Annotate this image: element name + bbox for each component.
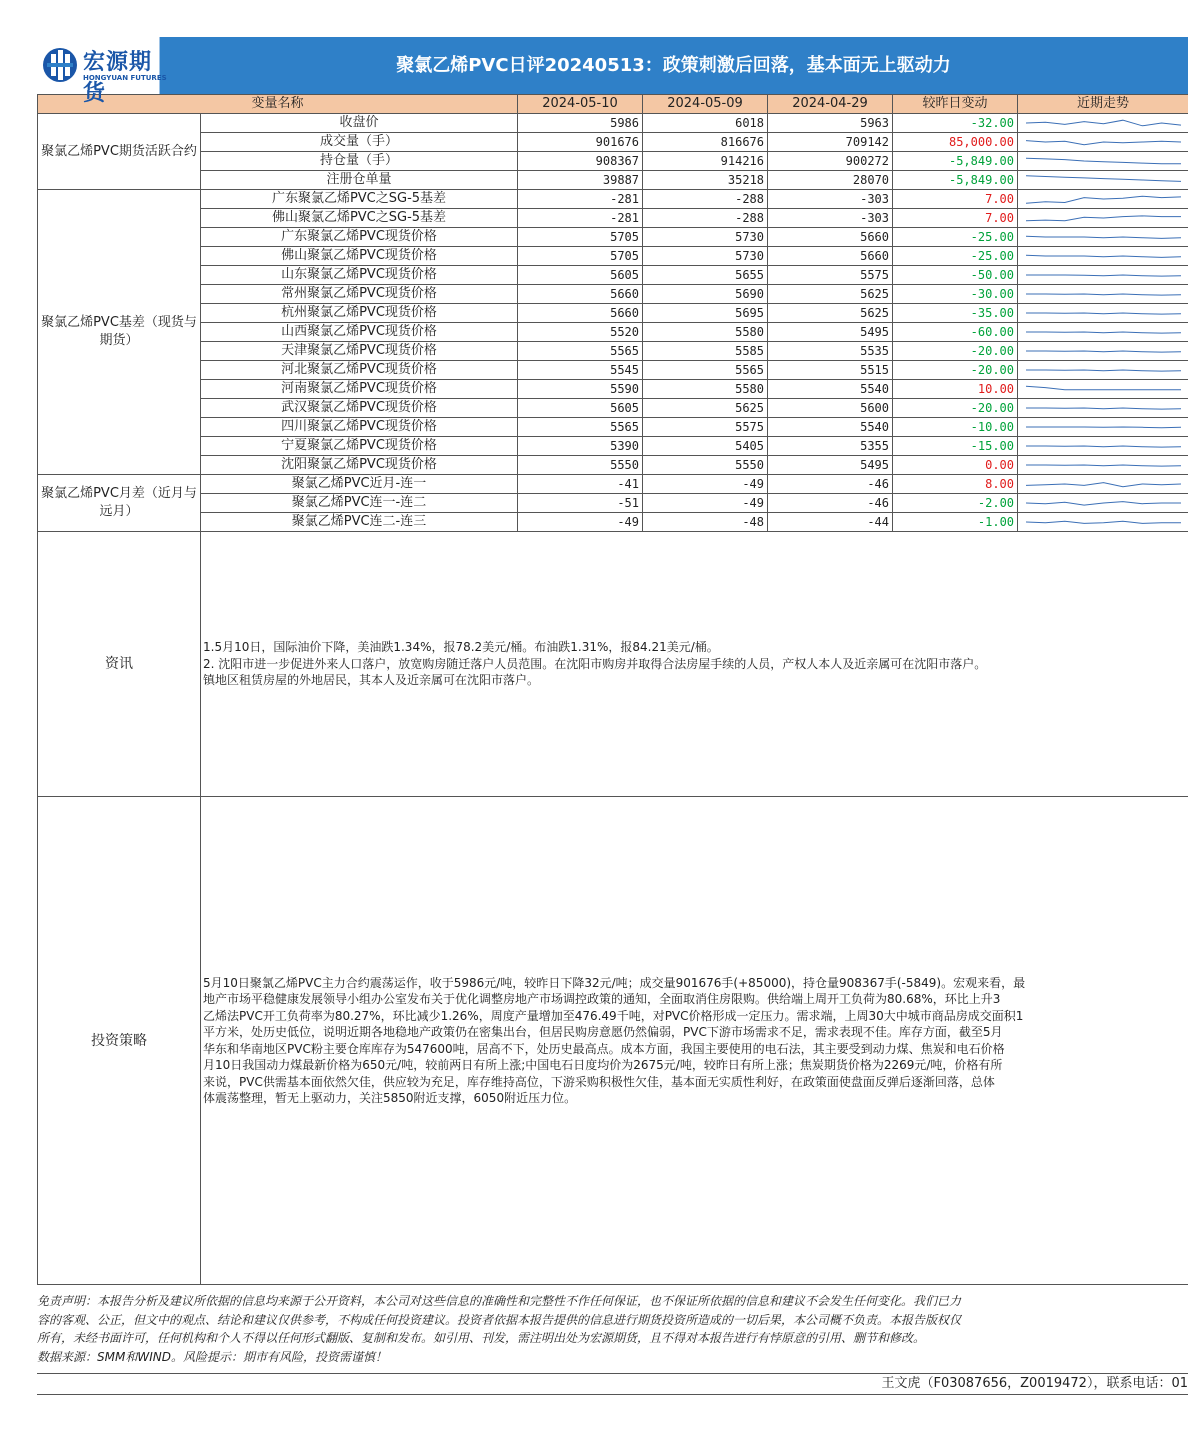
- change-cell: -25.00: [893, 228, 1018, 247]
- value-cell: 901676: [518, 133, 643, 152]
- strategy-content: [201, 797, 1188, 1285]
- sparkline-path: [1026, 502, 1181, 506]
- value-cell: 5540: [768, 418, 893, 437]
- trend-sparkline: [1018, 228, 1188, 247]
- value-cell: 5625: [643, 399, 768, 418]
- value-cell: 5390: [518, 437, 643, 456]
- table-row: [38, 266, 1188, 285]
- value-cell: 5690: [643, 285, 768, 304]
- value-cell: -41: [518, 475, 643, 494]
- change-cell: -50.00: [893, 266, 1018, 285]
- variable-name: 河南聚氯乙烯PVC现货价格: [201, 380, 518, 399]
- trend-sparkline: [1018, 380, 1188, 399]
- trend-sparkline: [1018, 456, 1188, 475]
- trend-sparkline: [1018, 304, 1188, 323]
- change-cell: -1.00: [893, 513, 1018, 532]
- news-line: 2. 沈阳市进一步促进外来人口落户，放宽购房随迁落户人员范围。在沈阳市购房并取得合法房屋手续的人员，产权人本人及近亲属可在沈阳市落户。: [203, 656, 987, 671]
- trend-sparkline: [1018, 494, 1188, 513]
- company-logo: [37, 37, 167, 106]
- table-row: [38, 323, 1188, 342]
- variable-name: 收盘价: [201, 114, 518, 133]
- value-cell: 5730: [643, 228, 768, 247]
- news-line: 镇地区租赁房屋的外地居民，其本人及近亲属可在沈阳市落户。: [203, 673, 540, 688]
- change-cell: -5,849.00: [893, 171, 1018, 190]
- sparkline-chart: [1018, 190, 1188, 208]
- news-line: 1.5月10日，国际油价下降，美油跌1.34%，报78.2美元/桶。布油跌1.31%，报84.21美元/桶。: [203, 640, 719, 655]
- value-cell: 5575: [643, 418, 768, 437]
- value-cell: 5660: [518, 285, 643, 304]
- value-cell: -303: [768, 190, 893, 209]
- value-cell: 5495: [768, 456, 893, 475]
- variable-name: 杭州聚氯乙烯PVC现货价格: [201, 304, 518, 323]
- value-cell: 5580: [643, 323, 768, 342]
- value-cell: 5705: [518, 228, 643, 247]
- value-cell: -281: [518, 209, 643, 228]
- sparkline-path: [1026, 386, 1181, 390]
- table-row: [38, 190, 1188, 209]
- sparkline-chart: [1018, 209, 1188, 227]
- sparkline-chart: [1018, 380, 1188, 398]
- sparkline-chart: [1018, 361, 1188, 379]
- sparkline-chart: [1018, 399, 1188, 417]
- strategy-row: [38, 797, 1188, 1285]
- sparkline-chart: [1018, 494, 1188, 512]
- value-cell: 5660: [768, 247, 893, 266]
- sparkline-path: [1026, 236, 1181, 238]
- variable-name: 广东聚氯乙烯PVC之SG-5基差: [201, 190, 518, 209]
- change-cell: -15.00: [893, 437, 1018, 456]
- sparkline-path: [1026, 158, 1181, 164]
- change-cell: 7.00: [893, 209, 1018, 228]
- sparkline-path: [1026, 255, 1181, 257]
- value-cell: 5520: [518, 323, 643, 342]
- trend-sparkline: [1018, 475, 1188, 494]
- header-change: 较昨日变动: [893, 95, 1018, 114]
- trend-sparkline: [1018, 247, 1188, 266]
- change-cell: -10.00: [893, 418, 1018, 437]
- row-category: 聚氯乙烯PVC月差（近月与远月）: [38, 475, 201, 532]
- value-cell: 6018: [643, 114, 768, 133]
- table-row: [38, 513, 1188, 532]
- sparkline-chart: [1018, 133, 1188, 151]
- change-cell: 7.00: [893, 190, 1018, 209]
- value-cell: 5550: [518, 456, 643, 475]
- table-row: [38, 152, 1188, 171]
- value-cell: 5575: [768, 266, 893, 285]
- strategy-line: 体震荡整理，暂无上驱动力，关注5850附近支撑，6050附近压力位。: [203, 1091, 577, 1105]
- table-row: [38, 209, 1188, 228]
- variable-name: 聚氯乙烯PVC连一-连二: [201, 494, 518, 513]
- value-cell: 5565: [518, 342, 643, 361]
- news-content: [201, 532, 1188, 797]
- value-cell: 5580: [643, 380, 768, 399]
- table-row: [38, 114, 1188, 133]
- value-cell: -46: [768, 494, 893, 513]
- value-cell: 5550: [643, 456, 768, 475]
- variable-name: 成交量（手）: [201, 133, 518, 152]
- variable-name: 注册仓单量: [201, 171, 518, 190]
- variable-name: 武汉聚氯乙烯PVC现货价格: [201, 399, 518, 418]
- value-cell: 5585: [643, 342, 768, 361]
- change-cell: -32.00: [893, 114, 1018, 133]
- table-header-row: [38, 95, 1188, 114]
- report-title: 聚氯乙烯PVC日评20240513：政策刺激后回落，基本面无上驱动力: [396, 55, 951, 76]
- variable-name: 持仓量（手）: [201, 152, 518, 171]
- sparkline-path: [1026, 465, 1181, 466]
- hongyuan-logo-icon: [41, 44, 79, 86]
- trend-sparkline: [1018, 418, 1188, 437]
- change-cell: 8.00: [893, 475, 1018, 494]
- sparkline-path: [1026, 521, 1181, 523]
- change-cell: -30.00: [893, 285, 1018, 304]
- value-cell: 5625: [768, 285, 893, 304]
- disclaimer-line: 所有，未经书面许可，任何机构和个人不得以任何形式翻版、复制和发布。如引用、刊发，需注明出处为宏源期货，且不得对本报告进行有悖原意的引用、删节和修改。: [37, 1331, 926, 1345]
- header-trend: 近期走势: [1018, 95, 1188, 114]
- value-cell: -49: [643, 494, 768, 513]
- sparkline-chart: [1018, 418, 1188, 436]
- sparkline-path: [1026, 408, 1181, 409]
- sparkline-chart: [1018, 285, 1188, 303]
- trend-sparkline: [1018, 437, 1188, 456]
- logo-text-en: HONGYUAN FUTURES: [83, 74, 167, 82]
- change-cell: 10.00: [893, 380, 1018, 399]
- variable-name: 四川聚氯乙烯PVC现货价格: [201, 418, 518, 437]
- sparkline-path: [1026, 275, 1181, 276]
- sparkline-chart: [1018, 304, 1188, 322]
- table-row: [38, 380, 1188, 399]
- value-cell: 908367: [518, 152, 643, 171]
- change-cell: -35.00: [893, 304, 1018, 323]
- change-cell: 85,000.00: [893, 133, 1018, 152]
- table-row: [38, 342, 1188, 361]
- variable-name: 宁夏聚氯乙烯PVC现货价格: [201, 437, 518, 456]
- sparkline-path: [1026, 216, 1181, 221]
- table-row: [38, 361, 1188, 380]
- disclaimer-line: 容的客观、公正，但文中的观点、结论和建议仅供参考，不构成任何投资建议。投资者依据本报告提供的信息进行期货投资所造成的一切后果，本公司概不负责。本报告版权仅: [37, 1312, 962, 1327]
- variable-name: 常州聚氯乙烯PVC现货价格: [201, 285, 518, 304]
- sparkline-path: [1026, 446, 1181, 447]
- contact-info: 王文虎（F03087656，Z0019472），联系电话：01: [881, 1376, 1188, 1391]
- value-cell: 5600: [768, 399, 893, 418]
- change-cell: -2.00: [893, 494, 1018, 513]
- variable-name: 山西聚氯乙烯PVC现货价格: [201, 323, 518, 342]
- strategy-label: 投资策略: [38, 797, 201, 1285]
- table-row: [38, 133, 1188, 152]
- header-date-1: 2024-05-10: [518, 95, 643, 114]
- value-cell: 5730: [643, 247, 768, 266]
- sparkline-chart: [1018, 247, 1188, 265]
- value-cell: 5545: [518, 361, 643, 380]
- strategy-line: 5月10日聚氯乙烯PVC主力合约震荡运作，收于5986元/吨，较昨日下降32元/吨；成交量901676手(+85000)，持仓量908367手(-5849)。宏观来看，最: [203, 975, 1026, 990]
- sparkline-chart: [1018, 323, 1188, 341]
- value-cell: 709142: [768, 133, 893, 152]
- sparkline-chart: [1018, 114, 1188, 132]
- change-cell: -20.00: [893, 361, 1018, 380]
- trend-sparkline: [1018, 114, 1188, 133]
- change-cell: -20.00: [893, 342, 1018, 361]
- table-row: [38, 285, 1188, 304]
- variable-name: 沈阳聚氯乙烯PVC现货价格: [201, 456, 518, 475]
- sparkline-path: [1026, 427, 1181, 428]
- value-cell: 5660: [768, 228, 893, 247]
- strategy-line: 乙烯法PVC开工负荷率为80.27%，环比减少1.26%，周度产量增加至476.49千吨，对PVC价格形成一定压力。需求端，上周30大中城市商品房成交面积1: [203, 1008, 1024, 1023]
- value-cell: 5660: [518, 304, 643, 323]
- variable-name: 聚氯乙烯PVC近月-连一: [201, 475, 518, 494]
- sparkline-path: [1026, 483, 1181, 487]
- table-row: [38, 456, 1188, 475]
- change-cell: -60.00: [893, 323, 1018, 342]
- change-cell: -20.00: [893, 399, 1018, 418]
- variable-name: 河北聚氯乙烯PVC现货价格: [201, 361, 518, 380]
- strategy-line: 来说，PVC供需基本面依然欠佳，供应较为充足，库存维持高位，下游采购积极性欠佳，基本面无实质性利好，在政策面使盘面反弹后逐渐回落，总体: [203, 1074, 995, 1089]
- value-cell: -44: [768, 513, 893, 532]
- divider: [37, 1394, 1188, 1395]
- trend-sparkline: [1018, 342, 1188, 361]
- strategy-line: 地产市场平稳健康发展领导小组办公室发布关于优化调整房地产市场调控政策的通知，全面取消住房限购。供给端上周开工负荷为80.68%，环比上升3: [203, 992, 1001, 1006]
- value-cell: -46: [768, 475, 893, 494]
- disclaimer: [37, 1292, 1188, 1366]
- sparkline-chart: [1018, 456, 1188, 474]
- value-cell: 914216: [643, 152, 768, 171]
- sparkline-chart: [1018, 228, 1188, 246]
- sparkline-path: [1026, 332, 1181, 333]
- report-sheet: [37, 37, 1188, 1285]
- sparkline-path: [1026, 370, 1181, 371]
- sparkline-chart: [1018, 171, 1188, 189]
- change-cell: 0.00: [893, 456, 1018, 475]
- sparkline-path: [1026, 294, 1181, 295]
- sparkline-chart: [1018, 342, 1188, 360]
- value-cell: 5495: [768, 323, 893, 342]
- logo-text-cn: 宏源期货: [83, 50, 153, 106]
- sparkline-path: [1026, 176, 1181, 182]
- sparkline-chart: [1018, 475, 1188, 493]
- value-cell: -49: [518, 513, 643, 532]
- value-cell: 5405: [643, 437, 768, 456]
- trend-sparkline: [1018, 190, 1188, 209]
- row-category: 聚氯乙烯PVC基差（现货与期货）: [38, 190, 201, 475]
- table-row: [38, 247, 1188, 266]
- value-cell: -51: [518, 494, 643, 513]
- value-cell: 28070: [768, 171, 893, 190]
- value-cell: 5590: [518, 380, 643, 399]
- sparkline-chart: [1018, 437, 1188, 455]
- variable-name: 广东聚氯乙烯PVC现货价格: [201, 228, 518, 247]
- value-cell: 5625: [768, 304, 893, 323]
- value-cell: 5605: [518, 266, 643, 285]
- sparkline-chart: [1018, 266, 1188, 284]
- trend-sparkline: [1018, 209, 1188, 228]
- sparkline-path: [1026, 351, 1181, 352]
- value-cell: 5655: [643, 266, 768, 285]
- value-cell: 5963: [768, 114, 893, 133]
- table-row: [38, 437, 1188, 456]
- value-cell: 5565: [518, 418, 643, 437]
- value-cell: 5540: [768, 380, 893, 399]
- sparkline-chart: [1018, 513, 1188, 531]
- value-cell: -288: [643, 190, 768, 209]
- value-cell: 5535: [768, 342, 893, 361]
- table-row: [38, 475, 1188, 494]
- value-cell: -48: [643, 513, 768, 532]
- variable-name: 聚氯乙烯PVC连二-连三: [201, 513, 518, 532]
- sparkline-chart: [1018, 152, 1188, 170]
- data-table: [37, 94, 1188, 1285]
- value-cell: 5986: [518, 114, 643, 133]
- value-cell: 5565: [643, 361, 768, 380]
- sparkline-path: [1026, 141, 1181, 145]
- strategy-line: 华东和华南地区PVC粉主要仓库库存为547600吨，居高不下，处历史最高点。成本方面，我国主要使用的电石法，其主要受到动力煤、焦炭和电石价格: [203, 1041, 1005, 1056]
- trend-sparkline: [1018, 323, 1188, 342]
- disclaimer-line: 免责声明：本报告分析及建议所依据的信息均来源于公开资料，本公司对这些信息的准确性和完整性不作任何保证，也不保证所依据的信息和建议不会发生任何变化。我们已力: [37, 1294, 962, 1308]
- header-variable-name: 变量名称: [38, 95, 518, 114]
- variable-name: 山东聚氯乙烯PVC现货价格: [201, 266, 518, 285]
- value-cell: 35218: [643, 171, 768, 190]
- news-label: 资讯: [38, 532, 201, 797]
- trend-sparkline: [1018, 171, 1188, 190]
- variable-name: 佛山聚氯乙烯PVC现货价格: [201, 247, 518, 266]
- table-row: [38, 418, 1188, 437]
- table-row: [38, 228, 1188, 247]
- value-cell: 5695: [643, 304, 768, 323]
- trend-sparkline: [1018, 513, 1188, 532]
- change-cell: -5,849.00: [893, 152, 1018, 171]
- strategy-line: 月10日我国动力煤最新价格为650元/吨，较前两日有所上涨;中国电石日度均价为2675元/吨，较昨日有所上涨；焦炭期货价格为2269元/吨，价格有所: [203, 1058, 1003, 1072]
- value-cell: 5605: [518, 399, 643, 418]
- trend-sparkline: [1018, 361, 1188, 380]
- trend-sparkline: [1018, 285, 1188, 304]
- strategy-line: 平方米，处历史低位，说明近期各地稳地产政策仍在密集出台，但居民购房意愿仍然偏弱，PVC下游市场需求不足，需求表现不佳。库存方面，截至5月: [203, 1025, 1003, 1039]
- variable-name: 佛山聚氯乙烯PVC之SG-5基差: [201, 209, 518, 228]
- value-cell: 816676: [643, 133, 768, 152]
- trend-sparkline: [1018, 399, 1188, 418]
- sparkline-path: [1026, 196, 1181, 203]
- table-row: [38, 399, 1188, 418]
- sparkline-path: [1026, 313, 1181, 314]
- value-cell: 900272: [768, 152, 893, 171]
- table-row: [38, 171, 1188, 190]
- trend-sparkline: [1018, 152, 1188, 171]
- table-row: [38, 304, 1188, 323]
- value-cell: -288: [643, 209, 768, 228]
- value-cell: 5355: [768, 437, 893, 456]
- disclaimer-line: 数据来源：SMM和WIND。风险提示：期市有风险，投资需谨慎！: [37, 1349, 387, 1364]
- variable-name: 天津聚氯乙烯PVC现货价格: [201, 342, 518, 361]
- trend-sparkline: [1018, 133, 1188, 152]
- change-cell: -25.00: [893, 247, 1018, 266]
- value-cell: 5705: [518, 247, 643, 266]
- row-category: 聚氯乙烯PVC期货活跃合约: [38, 114, 201, 190]
- header-date-2: 2024-05-09: [643, 95, 768, 114]
- trend-sparkline: [1018, 266, 1188, 285]
- table-row: [38, 494, 1188, 513]
- sparkline-path: [1026, 120, 1181, 126]
- value-cell: 39887: [518, 171, 643, 190]
- header-date-3: 2024-04-29: [768, 95, 893, 114]
- value-cell: -281: [518, 190, 643, 209]
- value-cell: -49: [643, 475, 768, 494]
- news-row: [38, 532, 1188, 797]
- value-cell: -303: [768, 209, 893, 228]
- value-cell: 5515: [768, 361, 893, 380]
